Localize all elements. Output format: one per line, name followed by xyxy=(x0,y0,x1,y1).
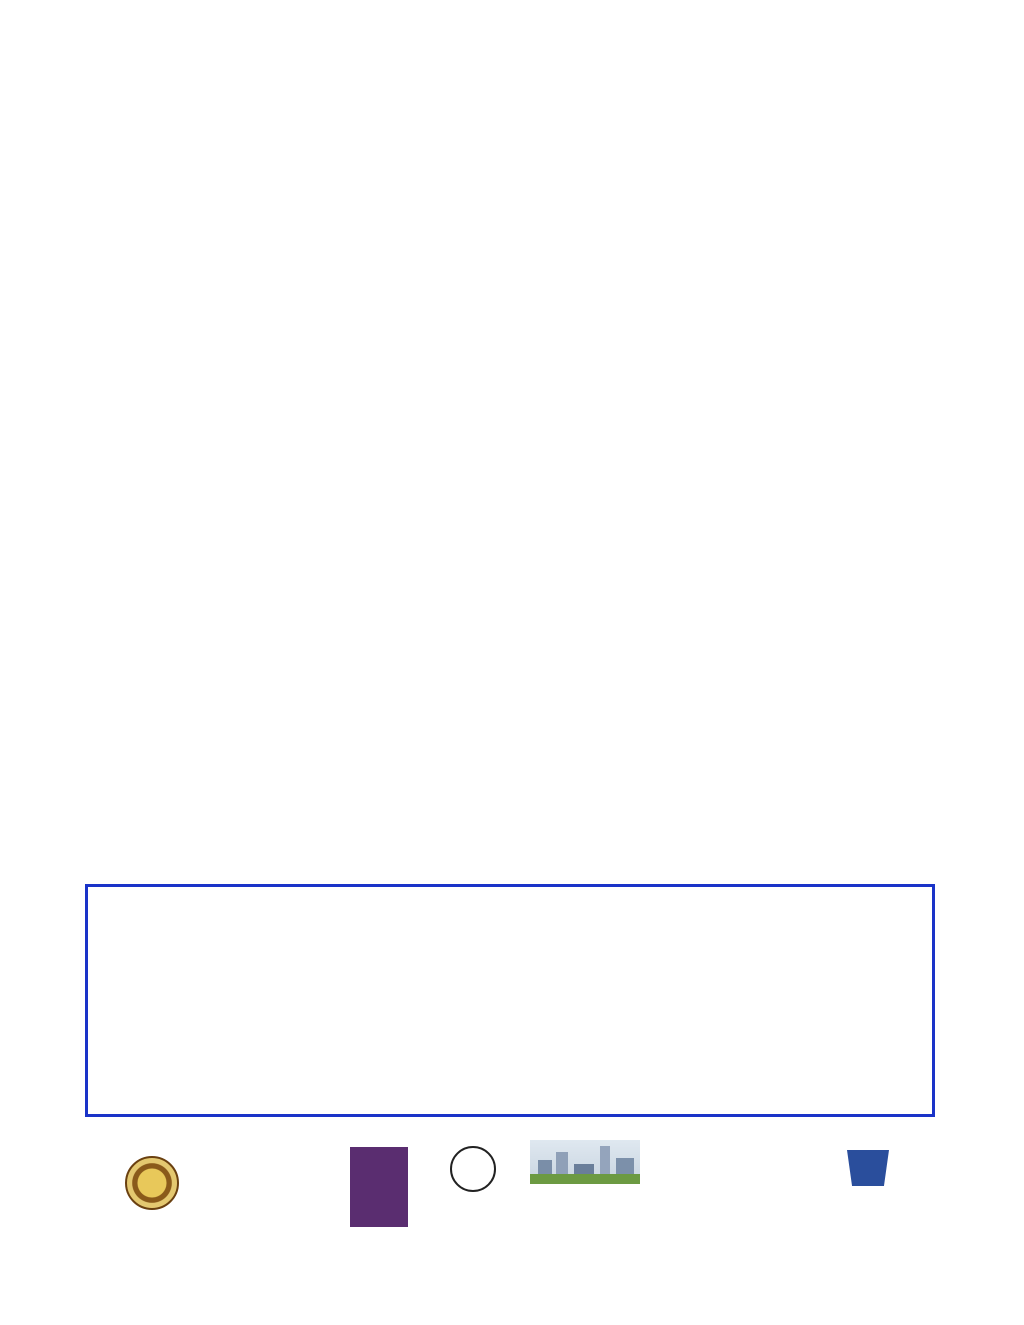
pocono-arts-council-logo xyxy=(350,1147,408,1227)
skytop-lodge-box xyxy=(85,884,935,1117)
lackawanna-county-logo xyxy=(110,1138,330,1233)
firework-border-left xyxy=(52,40,82,1285)
scranton-city-logo xyxy=(432,1146,512,1232)
keystone-icon xyxy=(847,1150,889,1186)
scranton-music-association-logo xyxy=(655,1158,785,1230)
firework-border-top xyxy=(48,40,978,82)
electric-city-seal-icon xyxy=(450,1146,496,1192)
county-seal-icon xyxy=(125,1156,179,1210)
skytop-contact xyxy=(88,960,932,981)
firework-border-bottom xyxy=(48,1243,978,1285)
firework-border-right xyxy=(953,40,983,1285)
sponsor-logos xyxy=(110,1138,940,1233)
pennsylvania-council-arts-logo xyxy=(805,1150,935,1230)
scranton-area-foundation-logo xyxy=(530,1140,640,1226)
